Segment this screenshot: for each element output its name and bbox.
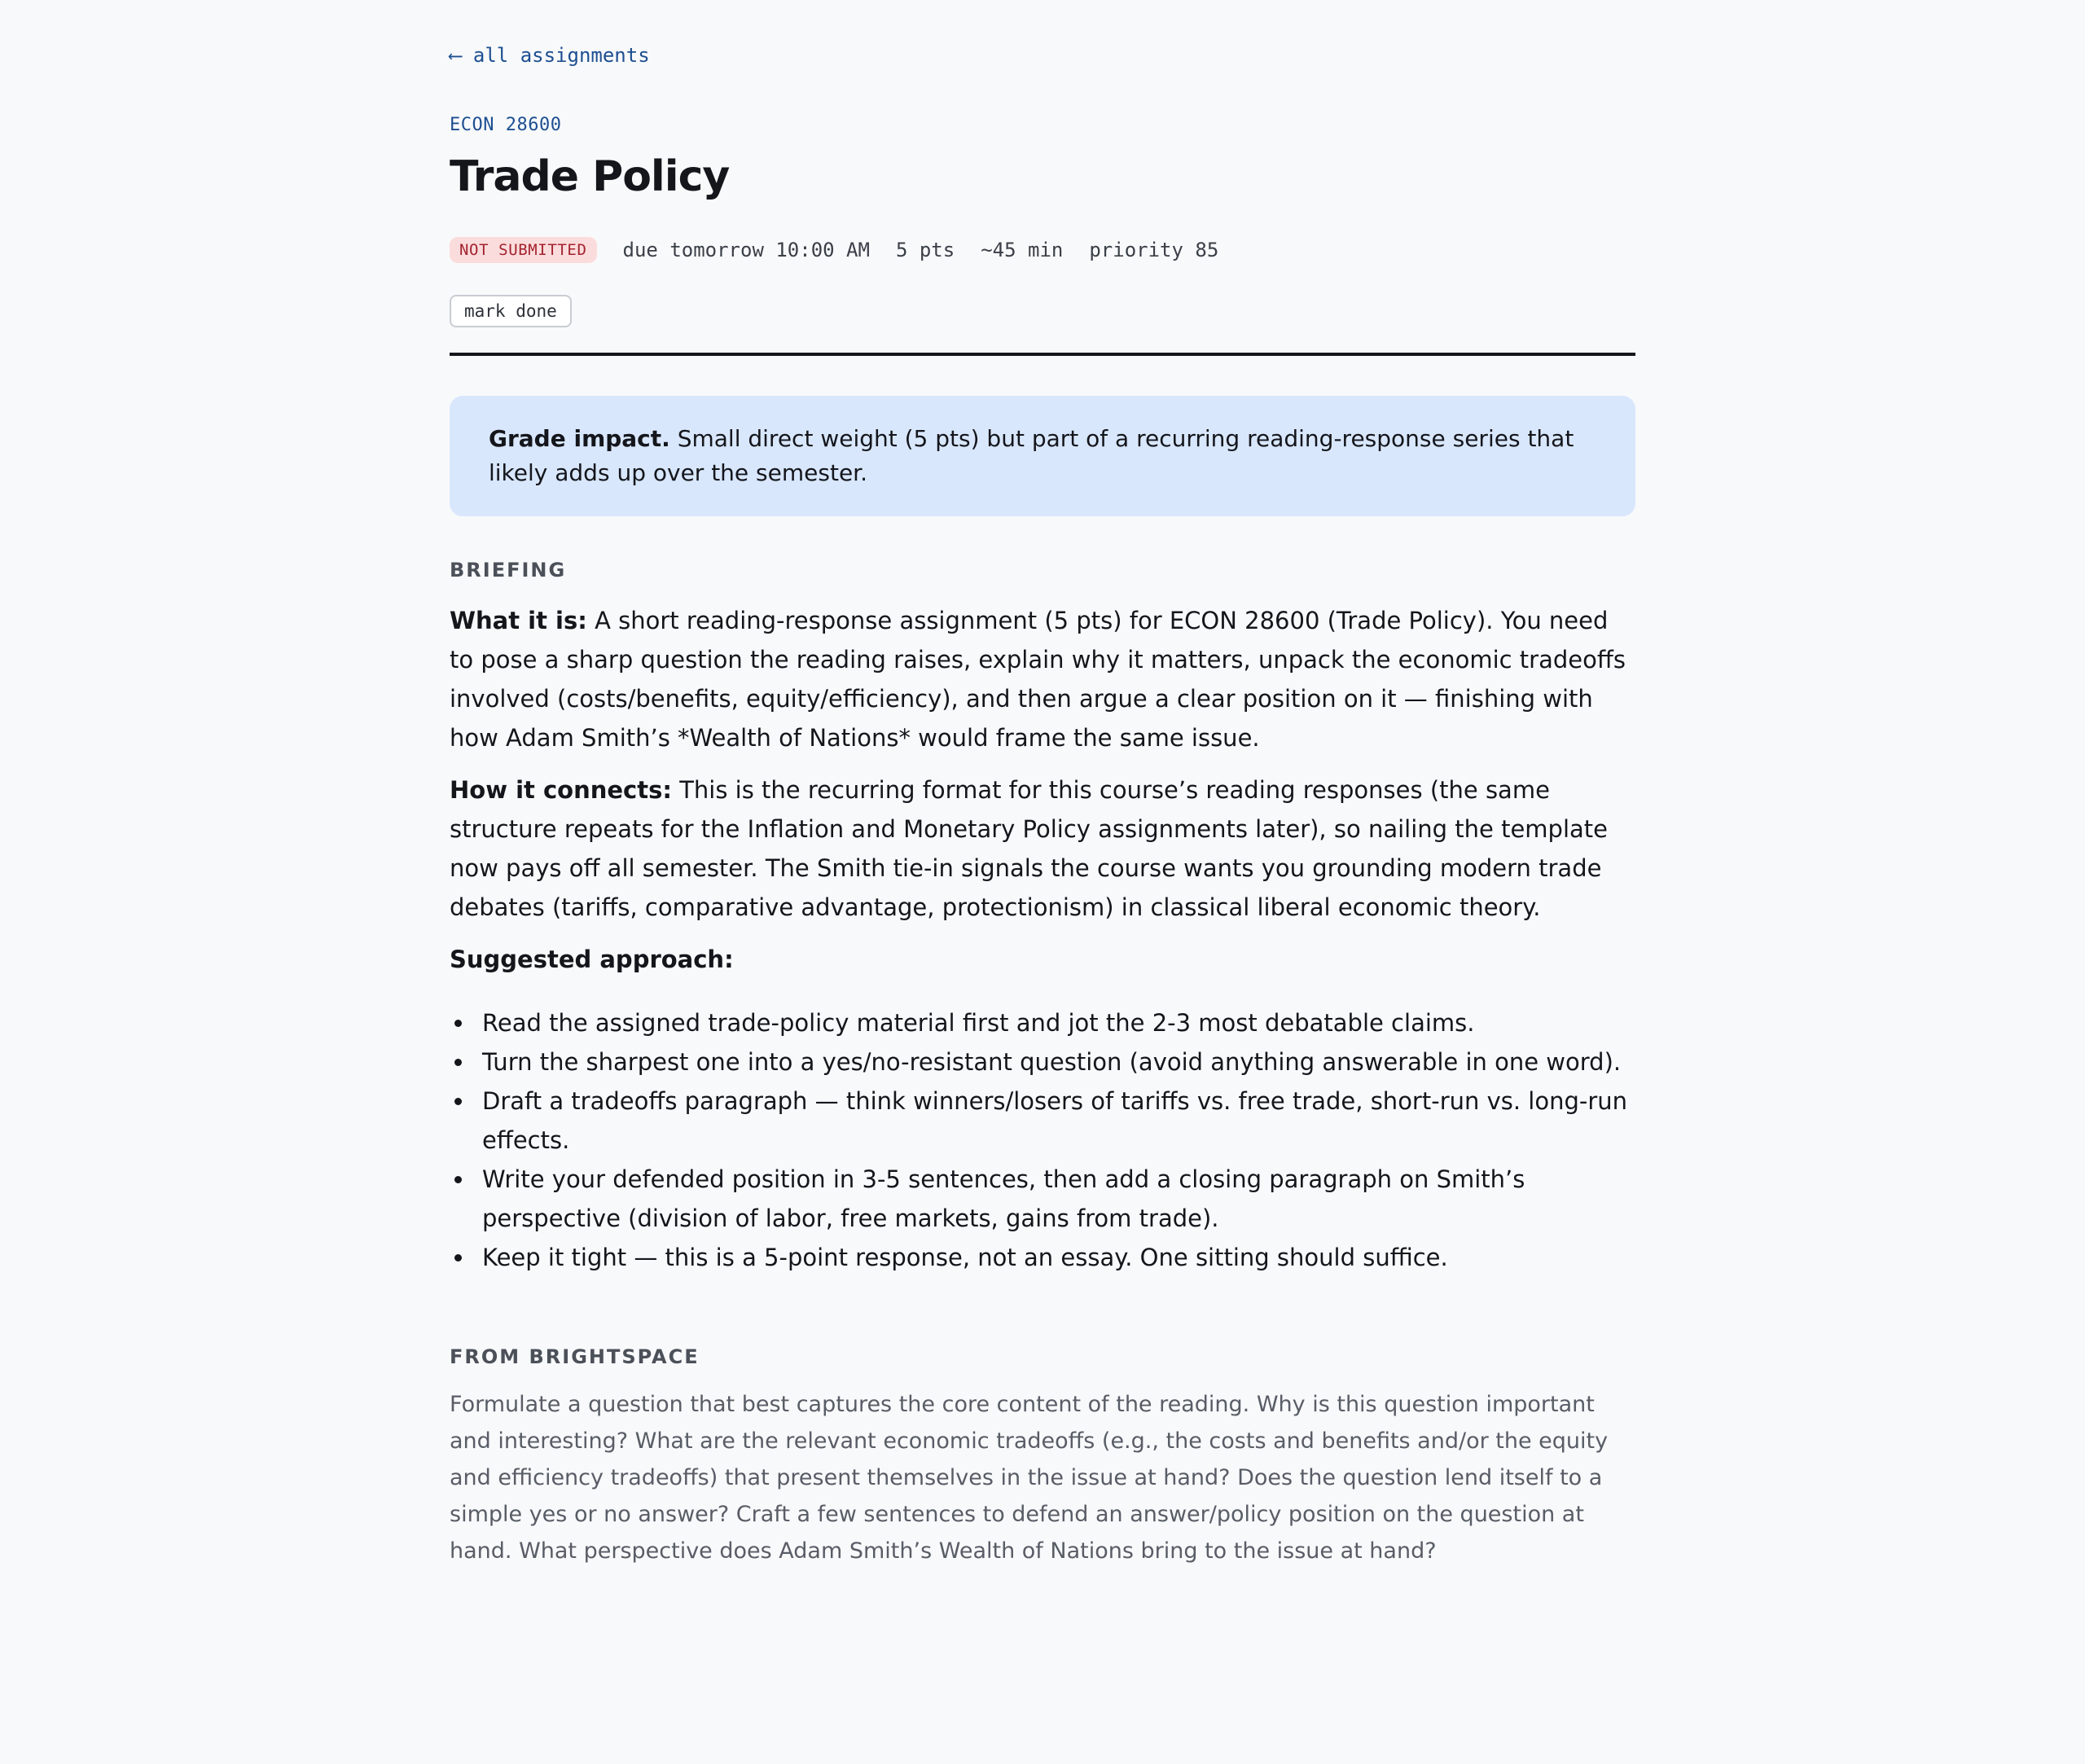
course-code: ECON 28600	[450, 115, 562, 135]
how-it-connects-label: How it connects:	[450, 776, 672, 804]
due-date: due tomorrow 10:00 AM	[622, 239, 870, 261]
suggested-approach-list	[450, 1003, 1635, 1277]
how-it-connects-text: This is the recurring format for this course’s reading responses (the same structure repeats for the Inflation and Monetary Policy assignments later), so nailing the template now pays off all semester. The Smith tie-in signals the course wants you grounding modern trade debates (tariffs, comparative advantage, protectionism) in classical liberal economic theory.	[450, 776, 1608, 921]
grade-impact-callout	[450, 396, 1635, 516]
header-divider	[450, 353, 1635, 356]
status-badge: NOT SUBMITTED	[450, 237, 597, 263]
list-item: Read the assigned trade-policy material first and jot the 2-3 most debatable claims.	[450, 1003, 1635, 1042]
briefing-what-it-is	[450, 601, 1635, 757]
back-to-all-assignments-link[interactable]: ⟵ all assignments	[450, 44, 650, 67]
what-it-is-text: A short reading-response assignment (5 pts) for ECON 28600 (Trade Policy). You need to pose a sharp question the reading raises, explain why it matters, unpack the economic tradeoffs involved (costs/benefits, equity/efficiency), and then argue a clear position on it — finishing with how Adam Smith’s *Wealth of Nations* would frame the same issue.	[450, 607, 1626, 752]
points-value: 5 pts	[895, 239, 955, 261]
list-item: Turn the sharpest one into a yes/no-resistant question (avoid anything answerable in one word).	[450, 1042, 1635, 1082]
list-item: Keep it tight — this is a 5-point response, not an essay. One sitting should suffice.	[450, 1238, 1635, 1277]
list-item: Draft a tradeoffs paragraph — think winners/losers of tariffs vs. free trade, short-run vs. long-run effects.	[450, 1082, 1635, 1160]
what-it-is-label: What it is:	[450, 607, 587, 634]
grade-impact-label: Grade impact.	[489, 425, 670, 452]
brightspace-description: Formulate a question that best captures the core content of the reading. Why is this question important and interesting? What are the relevant economic tradeoffs (e.g., the costs and benefits and/or the equity and efficiency tradeoffs) that present themselves in the issue at hand? Does the question lend itself to a simple yes or no answer? Craft a few sentences to defend an answer/policy position on the question at hand. What perspective does Adam Smith’s Wealth of Nations bring to the issue at hand?	[450, 1392, 1609, 1564]
suggested-approach-heading: Suggested approach:	[450, 946, 734, 973]
brightspace-section-label: FROM BRIGHTSPACE	[450, 1345, 700, 1368]
grade-impact-text: Small direct weight (5 pts) but part of a recurring reading-response series that likely adds up over the semester.	[489, 425, 1574, 486]
list-item: Write your defended position in 3-5 sentences, then add a closing paragraph on Smith’s perspective (division of labor, free markets, gains from trade).	[450, 1160, 1635, 1238]
briefing-section-label: BRIEFING	[450, 559, 567, 581]
briefing-how-it-connects	[450, 770, 1635, 927]
priority-score: priority 85	[1089, 239, 1219, 261]
mark-done-button[interactable]: mark done	[450, 295, 572, 327]
assignment-meta	[450, 236, 1244, 264]
time-estimate: ~45 min	[981, 239, 1064, 261]
page-title: Trade Policy	[450, 152, 730, 201]
